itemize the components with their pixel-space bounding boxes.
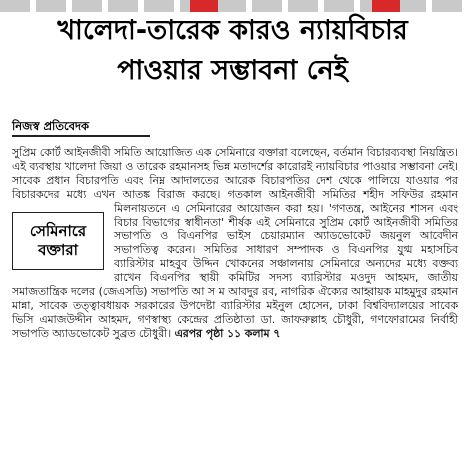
pull-quote-container [12, 212, 106, 272]
pull-quote-line-1: সেমিনারে [29, 221, 87, 240]
article-body [12, 146, 458, 341]
top-decorative-strip [0, 0, 465, 12]
red-strip-segment [372, 0, 400, 12]
reporter-byline: নিজস্ব প্রতিবেদক [12, 119, 90, 133]
red-strip-segment [190, 0, 218, 12]
pull-quote-box [12, 212, 104, 270]
pull-quote-line-2: বক্তারা [38, 240, 78, 259]
byline-underline [12, 135, 150, 137]
article-paragraph-2: মিলনায়তনে এ সেমিনারের আয়োজন করা হয়। 'গণতন্ত্র, আইনের শাসন এবং বিচার বিভাগের স্বাধীনতা' শীর্ষক এই সেমিনারে সুপ্রিম কোর্ট আইনজীবী সমিতির সভাপতি ও বিএনপির ভাইস চেয়ারম্যান অ্যাডভোকেট জয়নুল আবেদীন সভাপতিত্ব করেন। সমিতির সাধারণ সম্পাদক ও বিএনপির যুগ্ম মহাসচিব ব্যারিস্টার মাহবুব উদ্দিন খোকনের সঞ্চালনায় সেমিনারে অন্যদের মধ্যে বক্তব্য রাখেন বিএনপির স্থায়ী কমিটির সদস্য ব্যারিস্টার মওদুদ আহমদ, জাতীয় সমাজতান্ত্রিক দলের (জেএসডি) সভাপতি আ স ম আবদুর রব, নাগরিক ঐক্যের আহ্বায়ক মাহমুদুর রহমান মান্না, সাবেক তত্ত্বাবধায়ক সরকারের উপদেষ্টা ব্যারিস্টার মইনুল হোসেন, ঢাকা বিশ্ববিদ্যালয়ের সাবেক ভিসি এমাজউদ্দীন আহমদ, গণস্বাস্থ্য কেন্দ্রের প্রতিষ্ঠাতা ডা. জাফরুল্লাহ চৌধুরী, গণফোরামের নির্বাহী সভাপতি অ্যাডভোকেট সুব্রত চৌধুরী। [12, 201, 458, 340]
continuation-jump-link[interactable]: এরপর পৃষ্ঠা ১১ কলাম ৭ [174, 326, 281, 340]
headline-line-1: খালেদা-তারেক কারও ন্যায়বিচার [57, 15, 408, 46]
article-paragraph-1: সুপ্রিম কোর্ট আইনজীবী সমিতি আয়োজিত এক সেমিনারে বক্তারা বলেছেন, বর্তমান বিচারব্যবস্থা নিয়ন্ত্রিত। এই ব্যবস্থায় খালেদা জিয়া ও তারেক রহমানসহ ভিন্ন মতাদর্শের কারোরই ন্যায়বিচার পাওয়ার সম্ভাবনা নেই। সাবেক প্রধান বিচারপতি এবং নিম্ন আদালতের আরেক বিচারপতির দেশ থেকে পালিয়ে যাওয়ার পর বিচারকদের মধ্যে এখন আতঙ্ক বিরাজ করছে। গতকাল আইনজীবী সমিতির শহীদ সফিউর রহমান [12, 146, 458, 201]
headline-line-2: পাওয়ার সম্ভাবনা নেই [117, 55, 348, 86]
